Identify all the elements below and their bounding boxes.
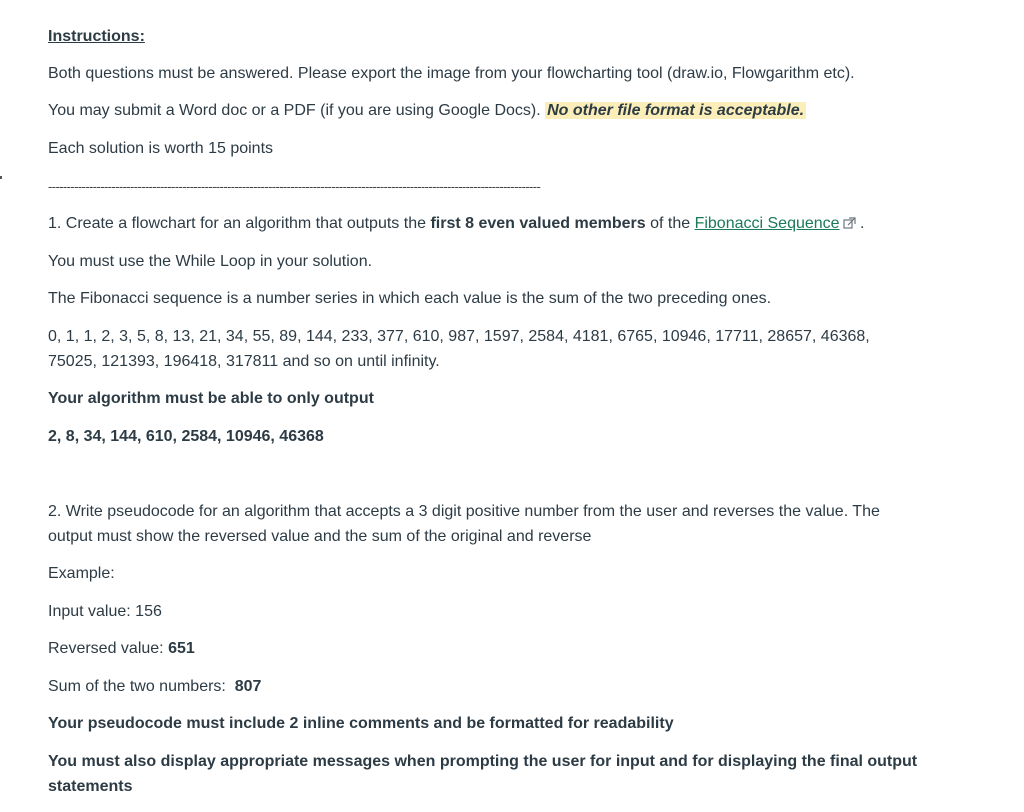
q1-text-post: . [855, 215, 865, 232]
intro-line-2-text: You may submit a Word doc or a PDF (if you are using Google Docs). [48, 102, 541, 119]
q2-reversed-value [48, 636, 195, 661]
left-edge-mark [0, 176, 2, 179]
q2-input-value: Input value: 156 [48, 603, 162, 620]
q1-sequence-line-1: 0, 1, 1, 2, 3, 5, 8, 13, 21, 34, 55, 89, 144, 233, 377, 610, 987, 1597, 2584, 4181, 6765, 10946, 17711, 28657, 46368, [48, 328, 870, 345]
intro-line-2 [48, 98, 806, 123]
q2-sum [48, 674, 261, 699]
q2-sum-number: 807 [234, 678, 262, 695]
q1-bold-text: first 8 even valued members [430, 215, 646, 232]
file-format-warning: No other file format is acceptable. [547, 102, 805, 119]
q2-reversed-label: Reversed value: [48, 640, 169, 657]
q2-reversed-number: 651 [168, 640, 195, 657]
q1-text-pre: 1. Create a flowchart for an algorithm that outputs the [48, 215, 431, 232]
q1-output-label: Your algorithm must be able to only output [48, 390, 374, 407]
q2-example-label: Example: [48, 565, 115, 582]
question-2-line-2: output must show the reversed value and the sum of the original and reverse [48, 528, 592, 545]
q1-sequence-line-2: 75025, 121393, 196418, 317811 and so on until infinity. [48, 353, 440, 370]
intro-line-1: Both questions must be answered. Please export the image from your flowcharting tool (draw.io, Flowgarithm etc). [48, 65, 855, 82]
section-divider: ------------------------------------------------------------------------------------------------------------------------------------ [48, 179, 541, 194]
external-link-icon[interactable] [843, 217, 856, 229]
q2-requirement-messages-line-1: You must also display appropriate messages when prompting the user for input and for displaying the final output [48, 753, 918, 770]
question-1-prompt [48, 211, 864, 236]
q2-requirement-comments: Your pseudocode must include 2 inline comments and be formatted for readability [48, 715, 674, 732]
q1-while-loop-requirement: You must use the While Loop in your solution. [48, 253, 373, 270]
instructions-heading: Instructions: [48, 28, 145, 45]
q1-fibonacci-definition: The Fibonacci sequence is a number series in which each value is the sum of the two preceding ones. [48, 290, 772, 307]
q1-text-mid: of the [645, 215, 695, 232]
q2-requirement-messages-line-2: statements [48, 778, 133, 795]
question-2-line-1: 2. Write pseudocode for an algorithm that accepts a 3 digit positive number from the user and reverses the value. The [48, 503, 880, 520]
q2-sum-label: Sum of the two numbers: [48, 678, 235, 695]
q1-output-values: 2, 8, 34, 144, 610, 2584, 10946, 46368 [48, 428, 324, 445]
fibonacci-sequence-link[interactable]: Fibonacci Sequence [694, 215, 840, 232]
intro-line-3: Each solution is worth 15 points [48, 140, 274, 157]
